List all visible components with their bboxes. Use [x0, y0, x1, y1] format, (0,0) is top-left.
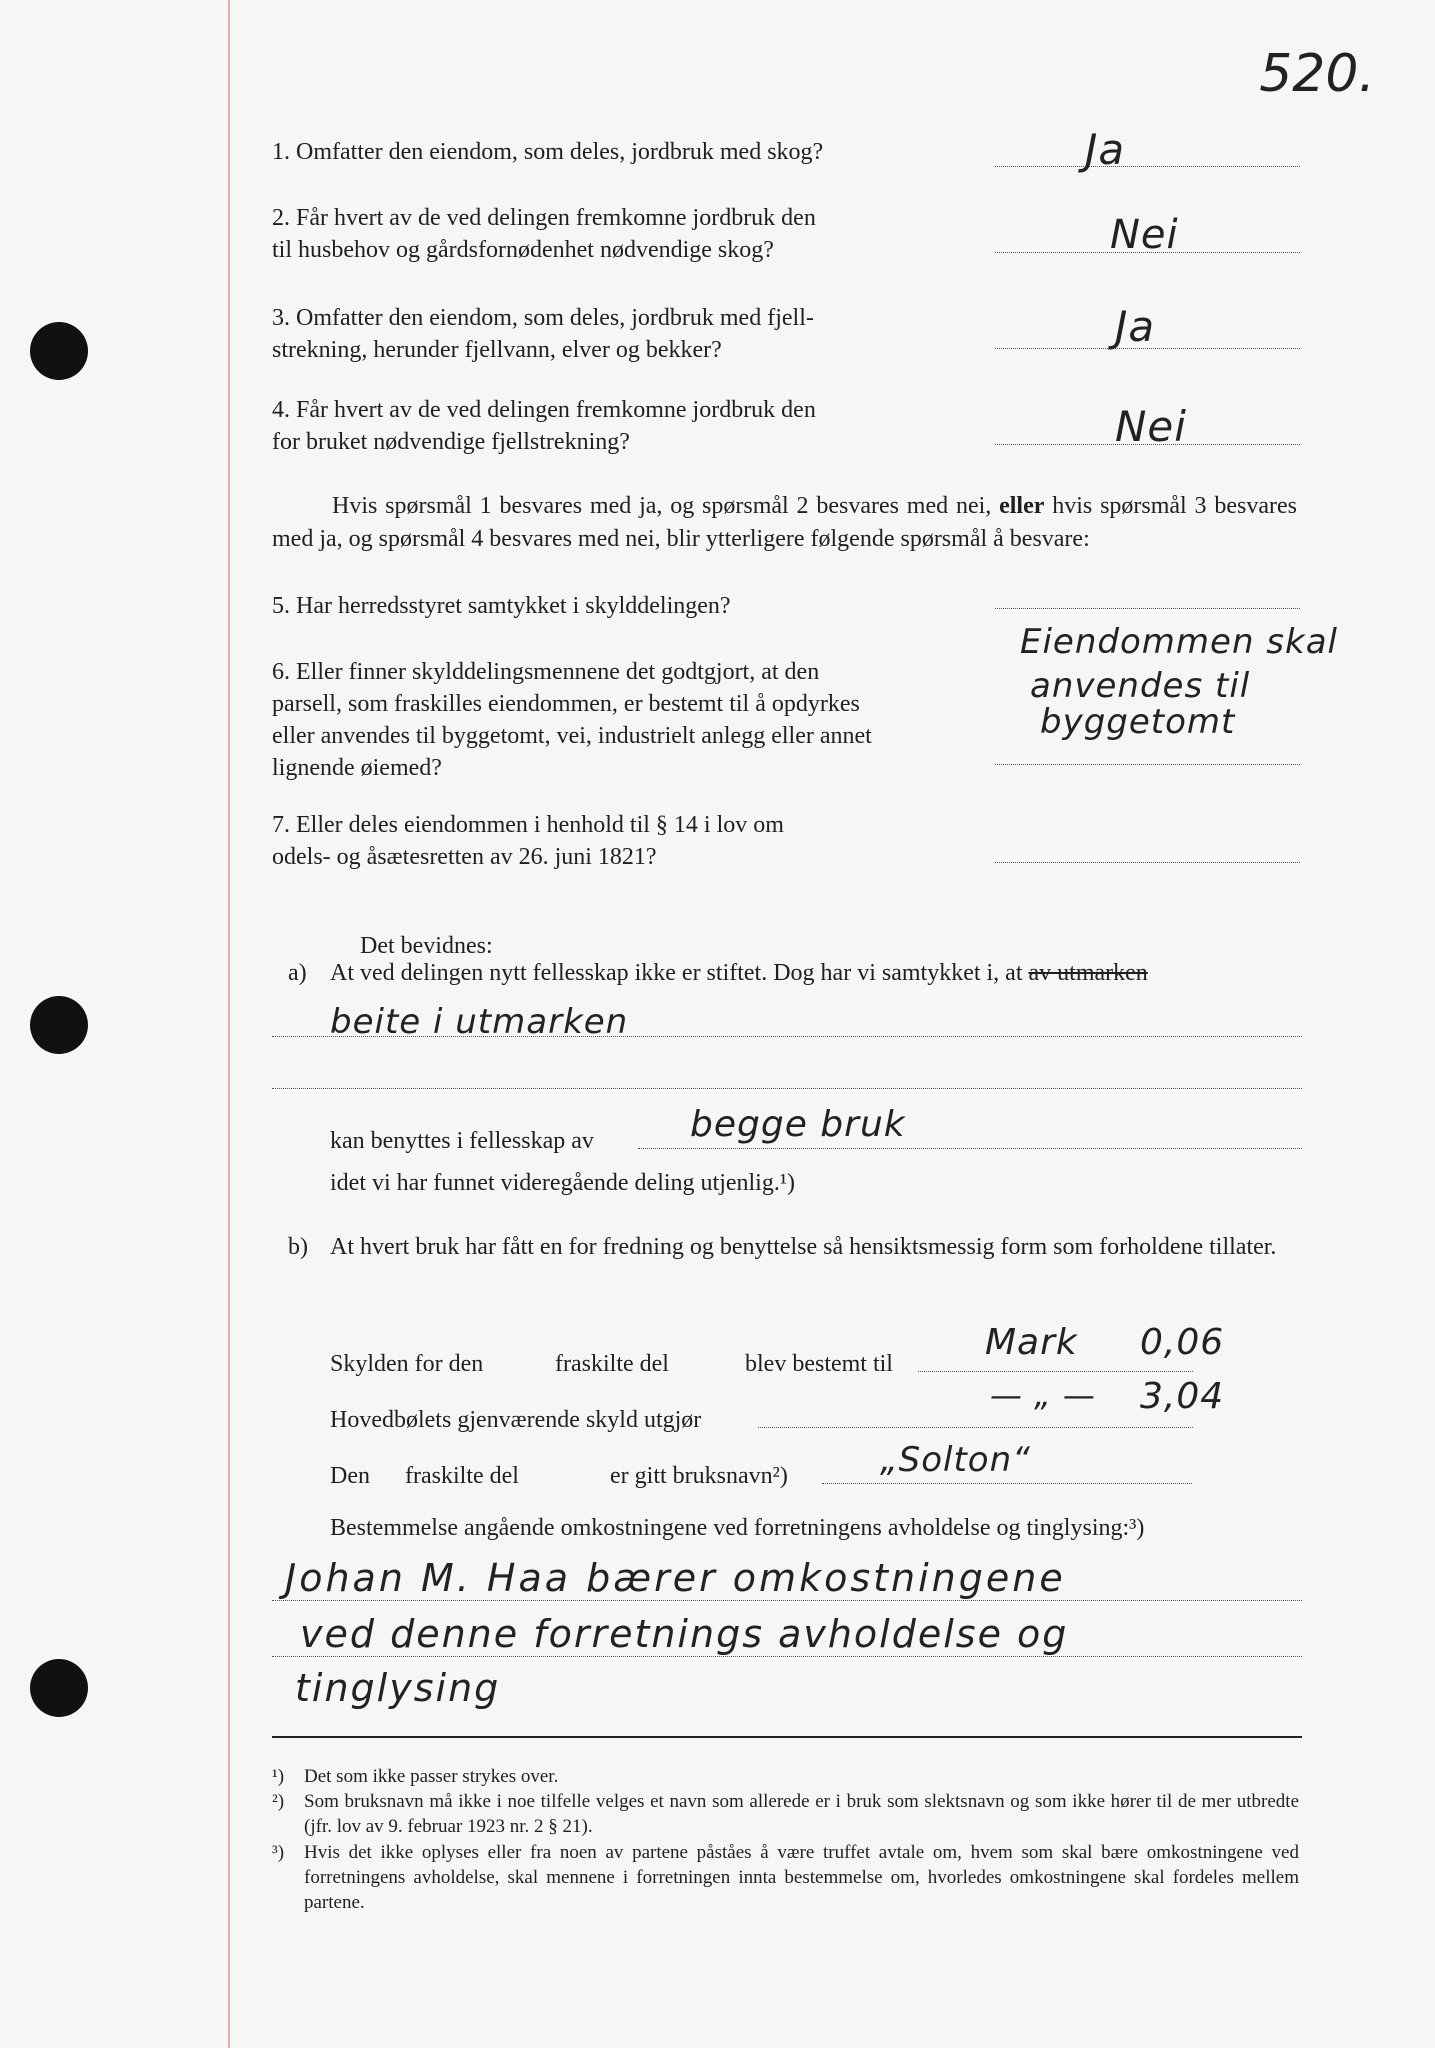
footnote-rule: [272, 1736, 1302, 1738]
answer-6-handwritten-line-2: anvendes til: [1030, 666, 1251, 706]
punch-hole-middle: [30, 996, 88, 1054]
red-margin-line: [228, 0, 230, 2048]
question-2-line-2: til husbehov og gårdsfornødenhet nødvendige skog?: [272, 237, 774, 263]
bevidnes-a-struck-text: av utmarken: [1028, 960, 1148, 986]
answer-6-handwritten-line-1: Eiendommen skal: [1020, 622, 1338, 662]
question-7-line-1: 7. Eller deles eiendommen i henhold til § 14 i lov om: [272, 812, 784, 838]
answer-line-1: [995, 166, 1300, 167]
skyld-row1-hw-unit: Mark: [985, 1322, 1078, 1363]
answer-3-handwritten: Ja: [1115, 302, 1156, 351]
bestemmelse-line-2: [272, 1656, 1302, 1657]
skyld-row3-c3: er gitt bruksnavn²): [610, 1463, 788, 1489]
answer-line-6: [995, 764, 1300, 765]
question-4-line-1: 4. Får hvert av de ved delingen fremkomne jordbruk den: [272, 397, 816, 423]
page-number: 520.: [1259, 44, 1375, 104]
bevidnes-a-text: At ved delingen nytt fellesskap ikke er stiftet. Dog har vi samtykket i, at: [330, 960, 1023, 986]
footnote-2-num: ²): [272, 1791, 285, 1812]
kan-benyttes-handwritten: begge bruk: [690, 1104, 906, 1145]
question-6-line-3: eller anvendes til byggetomt, vei, industrielt anlegg eller annet: [272, 723, 872, 749]
skyld-row2-hw-value: 3,04: [1140, 1376, 1225, 1417]
skyld-row2-hw-unit: — „ —: [990, 1376, 1096, 1414]
bestemmelse-line-1: [272, 1600, 1302, 1601]
bestemmelse-label: Bestemmelse angående omkostningene ved forretningens avholdelse og tinglysing:³): [330, 1515, 1145, 1541]
footnote-1-text: Det som ikke passer strykes over.: [304, 1766, 559, 1787]
question-5: [272, 590, 997, 622]
question-6: [272, 656, 997, 784]
footnote-3-num: ³): [272, 1842, 285, 1863]
footnote-3-text: Hvis det ikke oplyses eller fra noen av partene påståes å være truffet avtale om, hvem som skal bære omkostningene ved forretningens avholdelse, skal mennene i forretningen innta bestemmelse om, hvorledes omkostningene skal fordeles mellem partene.: [304, 1842, 1299, 1913]
skyld-row2-line: [758, 1427, 1193, 1428]
question-4-line-2: for bruket nødvendige fjellstrekning?: [272, 429, 630, 455]
bevidnes-b-text: At hvert bruk har fått en for fredning og benyttelse så hensiktsmessig form som forholdene tillater.: [330, 1234, 1277, 1260]
answer-1-handwritten: Ja: [1085, 125, 1126, 174]
bevidnes-line-1: [272, 1036, 1302, 1037]
skyld-row1-c3: blev bestemt til: [745, 1351, 893, 1377]
bevidnes-a-row: [330, 957, 1148, 989]
question-7: [272, 809, 997, 873]
kan-benyttes-label: kan benyttes i fellesskap av: [330, 1128, 594, 1154]
footnote-2-text: Som bruksnavn må ikke i noe tilfelle velges et navn som allerede er i bruk som slektsnavn og som ikke hører til de mer utbredte (jfr. lov av 9. februar 1923 nr. 2 § 21).: [304, 1791, 1299, 1837]
skyld-row1-hw-value: 0,06: [1140, 1322, 1225, 1363]
skyld-row3-hw-name: „Solton“: [880, 1440, 1031, 1480]
condition-paragraph: [272, 490, 1297, 556]
question-2: [272, 202, 997, 266]
question-3-line-2: strekning, herunder fjellvann, elver og bekker?: [272, 337, 722, 363]
footnote-3: [272, 1840, 1302, 1915]
punch-hole-bottom: [30, 1659, 88, 1717]
question-6-line-1: 6. Eller finner skylddelingsmennene det godtgjort, at den: [272, 659, 820, 685]
bevidnes-title: Det bevidnes:: [360, 933, 493, 959]
question-1: [272, 136, 997, 168]
answer-6-handwritten-line-3: byggetomt: [1040, 702, 1236, 742]
question-1-line-1: 1. Omfatter den eiendom, som deles, jordbruk med skog?: [272, 139, 824, 165]
punch-hole-top: [30, 322, 88, 380]
question-7-line-2: odels- og åsætesretten av 26. juni 1821?: [272, 844, 657, 870]
bevidnes-line-2: [272, 1088, 1302, 1089]
skyld-row3-line: [822, 1483, 1192, 1484]
footnote-2: [272, 1789, 1302, 1839]
skyld-row1-c2: fraskilte del: [555, 1351, 669, 1377]
bestemmelse-handwritten-line-1: Johan M. Haa bærer omkostningene: [285, 1556, 1066, 1600]
footnote-1-num: ¹): [272, 1766, 285, 1787]
answer-line-5: [995, 608, 1300, 609]
bevidnes-b-label: b): [288, 1234, 308, 1260]
question-3-line-1: 3. Omfatter den eiendom, som deles, jordbruk med fjell-: [272, 305, 814, 331]
skyld-row1-line: [918, 1371, 1193, 1372]
skyld-row2-label: Hovedbølets gjenværende skyld utgjør: [330, 1407, 702, 1433]
answer-4-handwritten: Nei: [1115, 402, 1187, 451]
bevidnes-a-label: a): [288, 960, 307, 986]
bestemmelse-handwritten-line-3: tinglysing: [295, 1666, 501, 1710]
skyld-row3-c1: Den: [330, 1463, 370, 1489]
answer-line-7: [995, 862, 1300, 863]
bevidnes-a-handwritten: beite i utmarken: [330, 1002, 629, 1042]
skyld-row1-c1: Skylden for den: [330, 1351, 484, 1377]
answer-2-handwritten: Nei: [1110, 212, 1179, 258]
kan-benyttes-line: [638, 1148, 1302, 1149]
skyld-row3-c2: fraskilte del: [405, 1463, 519, 1489]
condition-part-1: Hvis spørsmål 1 besvares med ja, og spørsmål 2 besvares med nei,: [332, 493, 992, 519]
idet-text: idet vi har funnet videregående deling utjenlig.¹): [330, 1170, 796, 1196]
question-5-line-1: 5. Har herredsstyret samtykket i skylddelingen?: [272, 593, 731, 619]
question-2-line-1: 2. Får hvert av de ved delingen fremkomne jordbruk den: [272, 205, 816, 231]
question-4: [272, 394, 997, 458]
footnote-1: [272, 1764, 1302, 1789]
condition-part-2: hvis spørsmål 3 besvares med ja, og spørsmål 4 besvares med nei, blir ytterligere følgende spørsmål å besvare:: [272, 493, 1298, 552]
question-3: [272, 302, 997, 366]
bestemmelse-handwritten-line-2: ved denne forretnings avholdelse og: [300, 1612, 1069, 1656]
condition-bold: eller: [999, 493, 1045, 519]
question-6-line-4: lignende øiemed?: [272, 755, 442, 781]
question-6-line-2: parsell, som fraskilles eiendommen, er bestemt til å opdyrkes: [272, 691, 860, 717]
